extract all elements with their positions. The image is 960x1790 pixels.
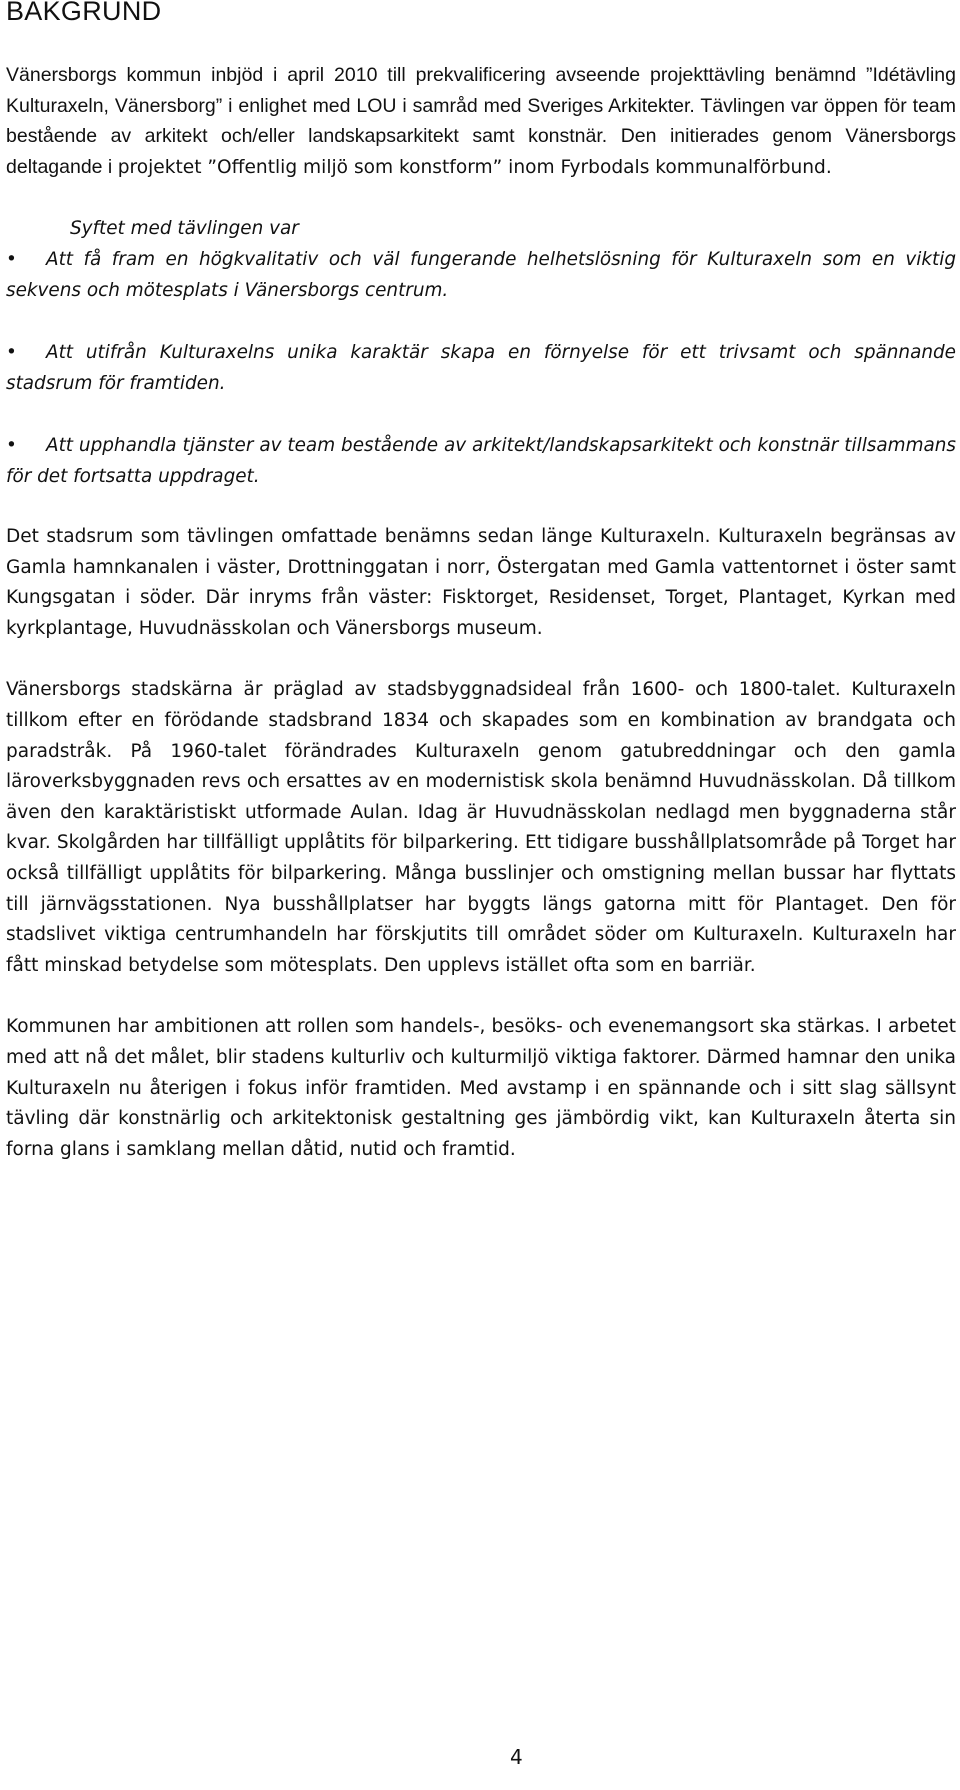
bullet-marker: •	[6, 342, 17, 363]
intro-tail-text: projektet ”Offentlig miljö som konstform” inom Fyrbodals kommunalförbund.	[117, 156, 832, 178]
intro-paragraph	[6, 60, 956, 183]
purpose-bullet-text: Att få fram en högkvalitativ och väl fungerande helhetslösning för Kulturaxeln som en viktig sekvens och mötesplats i Vänersborgs centrum.	[6, 249, 956, 301]
page-number: 4	[510, 1745, 523, 1769]
document-body	[6, 60, 956, 1165]
bullet-marker: •	[6, 249, 17, 270]
body-paragraph: Det stadsrum som tävlingen omfattade benämns sedan länge Kulturaxeln. Kulturaxeln begränsas av Gamla hamnkanalen i väster, Drottninggatan i norr, Östergatan med Gamla vattentornet i öster samt Kungsgatan i söder. Där inryms från väster: Fisktorget, Residenset, Torget, Plantaget, Kyrkan med kyrkplantage, Huvudnässkolan och Vänersborgs museum.	[6, 526, 956, 639]
body-paragraph: Kommunen har ambitionen att rollen som handels-, besöks- och evenemangsort ska stärkas. I arbetet med att nå det målet, blir stadens kulturliv och kulturmiljö viktiga faktorer. Därmed hamnar den unika Kulturaxeln nu återigen i fokus inför framtiden. Med avstamp i en spännande och i sitt slag sällsynt tävling där konstnärlig och arkitektonisk gestaltning ges jämbördig vikt, kan Kulturaxeln återta sin forna glans i samklang mellan dåtid, nutid och framtid.	[6, 1016, 956, 1160]
purpose-bullet-item	[6, 337, 956, 399]
purpose-bullet-item	[6, 244, 956, 306]
bullet-marker: •	[6, 435, 17, 456]
purpose-bullet-item	[6, 430, 956, 492]
body-paragraph: Vänersborgs stadskärna är präglad av stadsbyggnadsideal från 1600- och 1800-talet. Kulturaxeln tillkom efter en förödande stadsbrand 1834 och skapades som en kombination av brandgata och paradstråk. På 1960-talet förändrades Kulturaxeln genom gatubreddningar och den gamla läroverksbyggnaden revs och ersattes av en modernistisk skola benämnd Huvudnässkolan. Då tillkom även den karaktäristiskt utformade Aulan. Idag är Huvudnässkolan nedlagd men byggnaderna står kvar. Skolgården har tillfälligt upplåtits för bilparkering. Ett tidigare busshållplatsområde på Torget har också tillfälligt upplåtits för bilparkering. Många busslinjer och omstigning mellan bussar har flyttats till järnvägsstationen. Nya busshållplatser har byggts längs gatorna mitt för Plantaget. Den för stadslivet viktiga centrumhandeln har förskjutits till området söder om Kulturaxeln. Kulturaxeln har fått minskad betydelse som mötesplats. Den upplevs istället ofta som en barriär.	[6, 679, 956, 976]
section-heading: BAKGRUND	[6, 0, 162, 26]
purpose-bullet-text: Att upphandla tjänster av team bestående av arkitekt/landskapsarkitekt och konstnär tillsammans för det fortsatta uppdraget.	[6, 435, 956, 487]
purpose-lead: Syftet med tävlingen var	[70, 218, 299, 239]
purpose-bullet-text: Att utifrån Kulturaxelns unika karaktär skapa en förnyelse för ett trivsamt och spännande stadsrum för framtiden.	[6, 342, 956, 394]
intro-lead-text: Vänersborgs kommun inbjöd i april 2010 till prekvalificering avseende projekttävling benämnd ”Idétävling Kulturaxeln, Vänersborg” i enlighet med LOU i samråd med Sveriges Arkitekter. Tävlingen var öppen för team bestående av arkitekt och/eller landskapsarkitekt samt konstnär. Den initierades genom Vänersborgs deltagande i	[6, 64, 956, 178]
